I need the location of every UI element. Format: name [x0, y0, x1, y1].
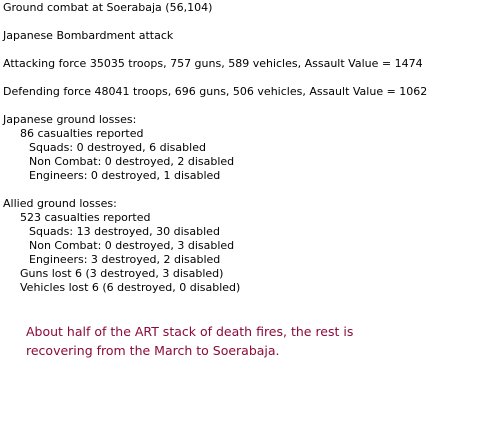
defending-force: Defending force 48041 troops, 696 guns, 506 vehicles, Assault Value = 1062	[3, 85, 428, 98]
spacer	[3, 15, 473, 29]
attack-type: Japanese Bombardment attack	[3, 29, 174, 42]
annotation-line-1: About half of the ART stack of death fires, the rest is	[26, 324, 354, 339]
attacking-force: Attacking force 35035 troops, 757 guns, 589 vehicles, Assault Value = 1474	[3, 57, 423, 70]
allied-guns-lost: Guns lost 6 (3 destroyed, 3 disabled)	[20, 267, 224, 280]
allied-non-combat: Non Combat: 0 destroyed, 3 disabled	[29, 239, 235, 252]
spacer	[3, 43, 473, 57]
spacer	[3, 183, 473, 197]
allied-squads: Squads: 13 destroyed, 30 disabled	[29, 225, 220, 238]
japanese-non-combat: Non Combat: 0 destroyed, 2 disabled	[29, 155, 235, 168]
spacer	[3, 71, 473, 85]
japanese-engineers: Engineers: 0 destroyed, 1 disabled	[29, 169, 221, 182]
japanese-casualties: 86 casualties reported	[20, 127, 144, 140]
allied-losses-heading: Allied ground losses:	[3, 197, 117, 210]
annotation-line-2: recovering from the March to Soerabaja.	[26, 343, 280, 358]
combat-title: Ground combat at Soerabaja (56,104)	[3, 1, 213, 14]
annotation-note	[26, 322, 426, 360]
spacer	[3, 99, 473, 113]
combat-report	[3, 1, 473, 295]
allied-vehicles-lost: Vehicles lost 6 (6 destroyed, 0 disabled)	[20, 281, 241, 294]
allied-casualties: 523 casualties reported	[20, 211, 151, 224]
allied-engineers: Engineers: 3 destroyed, 2 disabled	[29, 253, 221, 266]
japanese-squads: Squads: 0 destroyed, 6 disabled	[29, 141, 206, 154]
japanese-losses-heading: Japanese ground losses:	[3, 113, 137, 126]
